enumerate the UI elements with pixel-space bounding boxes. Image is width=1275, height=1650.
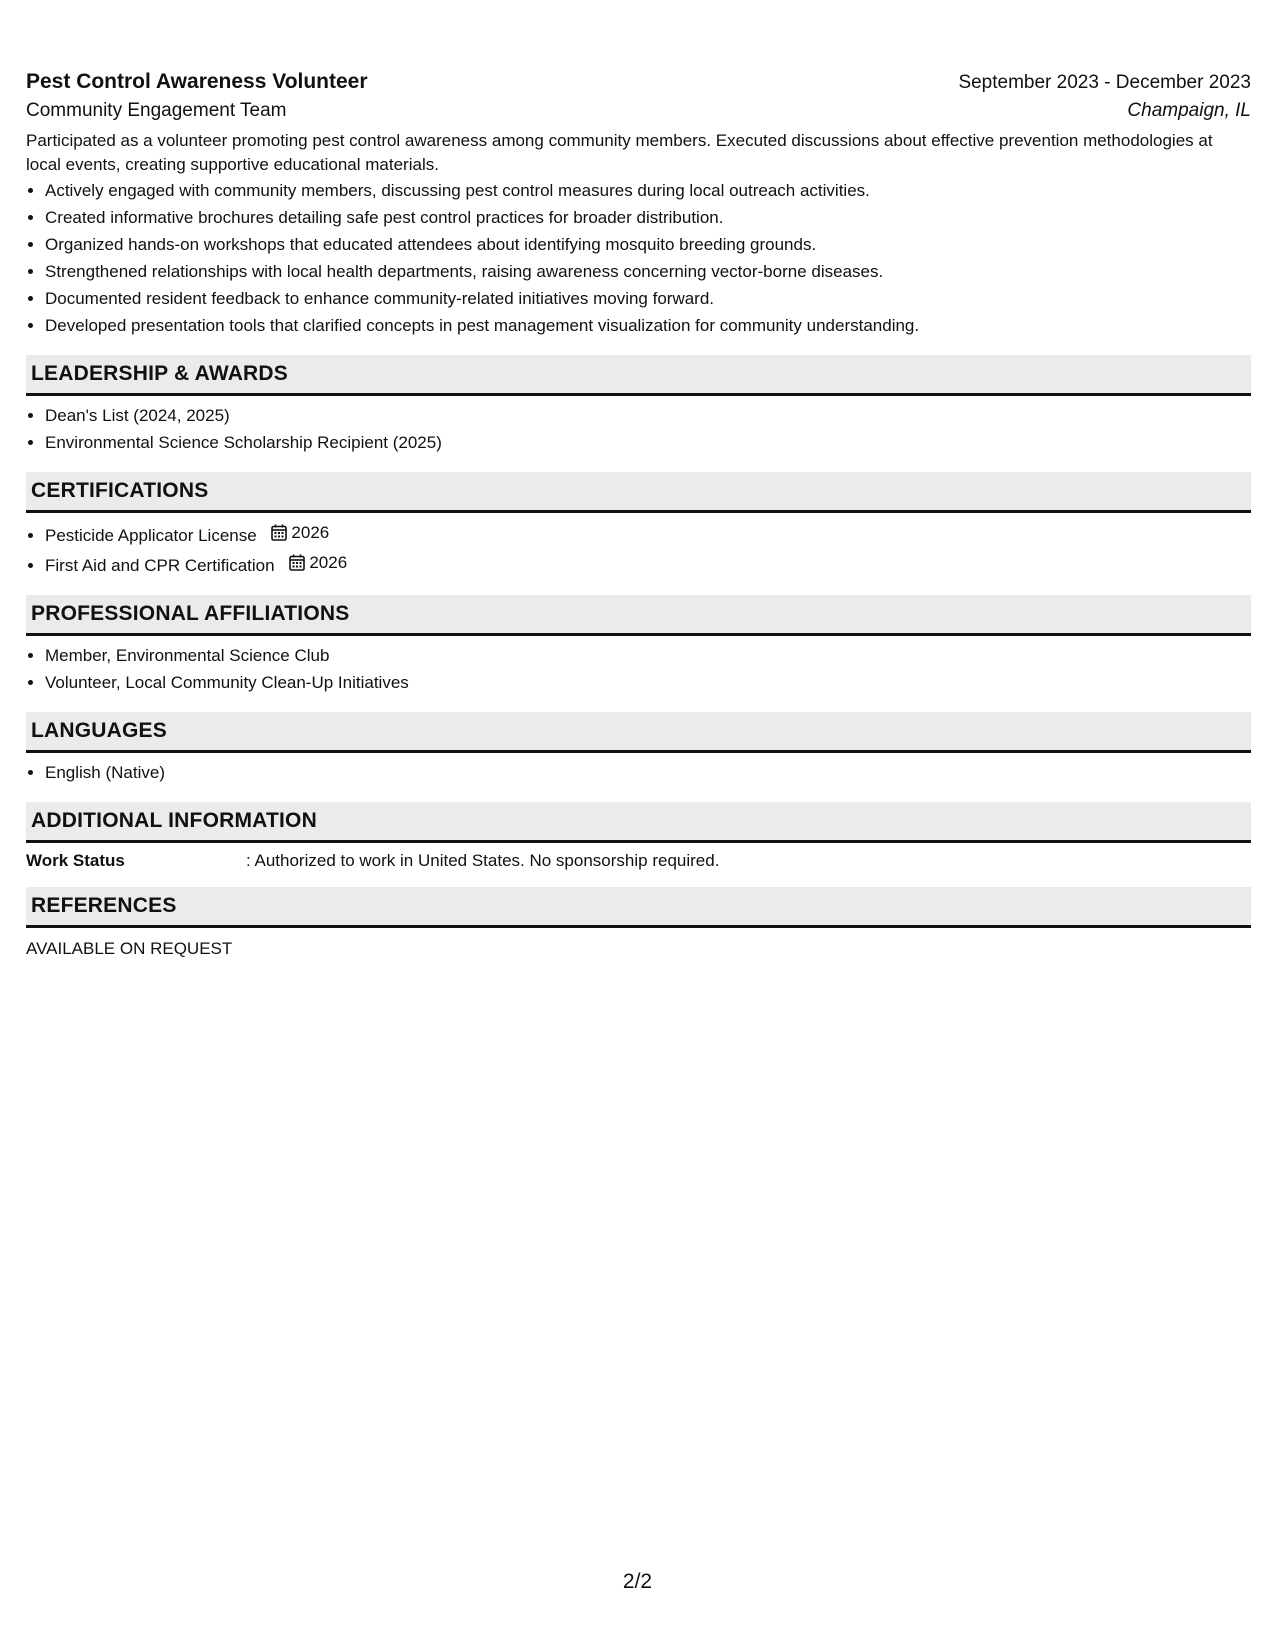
list-item bbox=[45, 519, 1251, 549]
job-bullets bbox=[26, 177, 1251, 339]
calendar-icon bbox=[271, 524, 287, 541]
section-heading: ADDITIONAL INFORMATION bbox=[26, 802, 1251, 843]
work-status-label: Work Status bbox=[26, 851, 125, 870]
languages-section bbox=[26, 712, 1251, 786]
list-item: • Member, Environmental Science Club bbox=[45, 642, 1251, 669]
list-item: • Developed presentation tools that clarified concepts in pest management visualization for community understanding. bbox=[45, 312, 1251, 339]
list-item: • Volunteer, Local Community Clean-Up Initiatives bbox=[45, 669, 1251, 696]
cert-year: 2026 bbox=[291, 523, 330, 542]
list-item: • English (Native) bbox=[45, 759, 1251, 786]
list-item: • Environmental Science Scholarship Recipient (2025) bbox=[45, 429, 1251, 456]
section-heading: LEADERSHIP & AWARDS bbox=[26, 355, 1251, 396]
resume-page bbox=[26, 70, 1251, 959]
list-item: • Created informative brochures detailing safe pest control practices for broader distribution. bbox=[45, 204, 1251, 231]
list-item: • Actively engaged with community members, discussing pest control measures during local outreach activities. bbox=[45, 177, 1251, 204]
calendar-icon bbox=[289, 554, 305, 571]
cert-name: First Aid and CPR Certification bbox=[45, 556, 275, 575]
work-status-row bbox=[26, 851, 1251, 871]
job-title: Pest Control Awareness Volunteer bbox=[26, 70, 368, 93]
page-number: 2/2 bbox=[622, 1570, 653, 1593]
list-item bbox=[45, 549, 1251, 579]
certifications-section bbox=[26, 472, 1251, 579]
job-summary: Participated as a volunteer promoting pest control awareness among community members. Executed discussions about effective prevention methodologies at local events, creating supportive educational materials. bbox=[26, 131, 1213, 174]
list-item: • Dean's List (2024, 2025) bbox=[45, 402, 1251, 429]
list-item: • Documented resident feedback to enhance community-related initiatives moving forward. bbox=[45, 285, 1251, 312]
section-heading: PROFESSIONAL AFFILIATIONS bbox=[26, 595, 1251, 636]
references-text: AVAILABLE ON REQUEST bbox=[26, 939, 233, 958]
affiliations-section bbox=[26, 595, 1251, 696]
job-location: Champaign, IL bbox=[1127, 100, 1251, 121]
work-status-value: : Authorized to work in United States. No sponsorship required. bbox=[246, 851, 720, 870]
cert-year: 2026 bbox=[309, 553, 348, 572]
cert-name: Pesticide Applicator License bbox=[45, 526, 257, 545]
job-organization: Community Engagement Team bbox=[26, 100, 287, 121]
section-heading: REFERENCES bbox=[26, 887, 1251, 928]
section-heading: CERTIFICATIONS bbox=[26, 472, 1251, 513]
references-section bbox=[26, 887, 1251, 959]
job-dates: September 2023 - December 2023 bbox=[958, 72, 1251, 93]
section-heading: LANGUAGES bbox=[26, 712, 1251, 753]
list-item: • Strengthened relationships with local health departments, raising awareness concerning vector-borne diseases. bbox=[45, 258, 1251, 285]
list-item: • Organized hands-on workshops that educated attendees about identifying mosquito breeding grounds. bbox=[45, 231, 1251, 258]
experience-entry bbox=[26, 70, 1251, 339]
leadership-section bbox=[26, 355, 1251, 456]
additional-info-section bbox=[26, 802, 1251, 871]
